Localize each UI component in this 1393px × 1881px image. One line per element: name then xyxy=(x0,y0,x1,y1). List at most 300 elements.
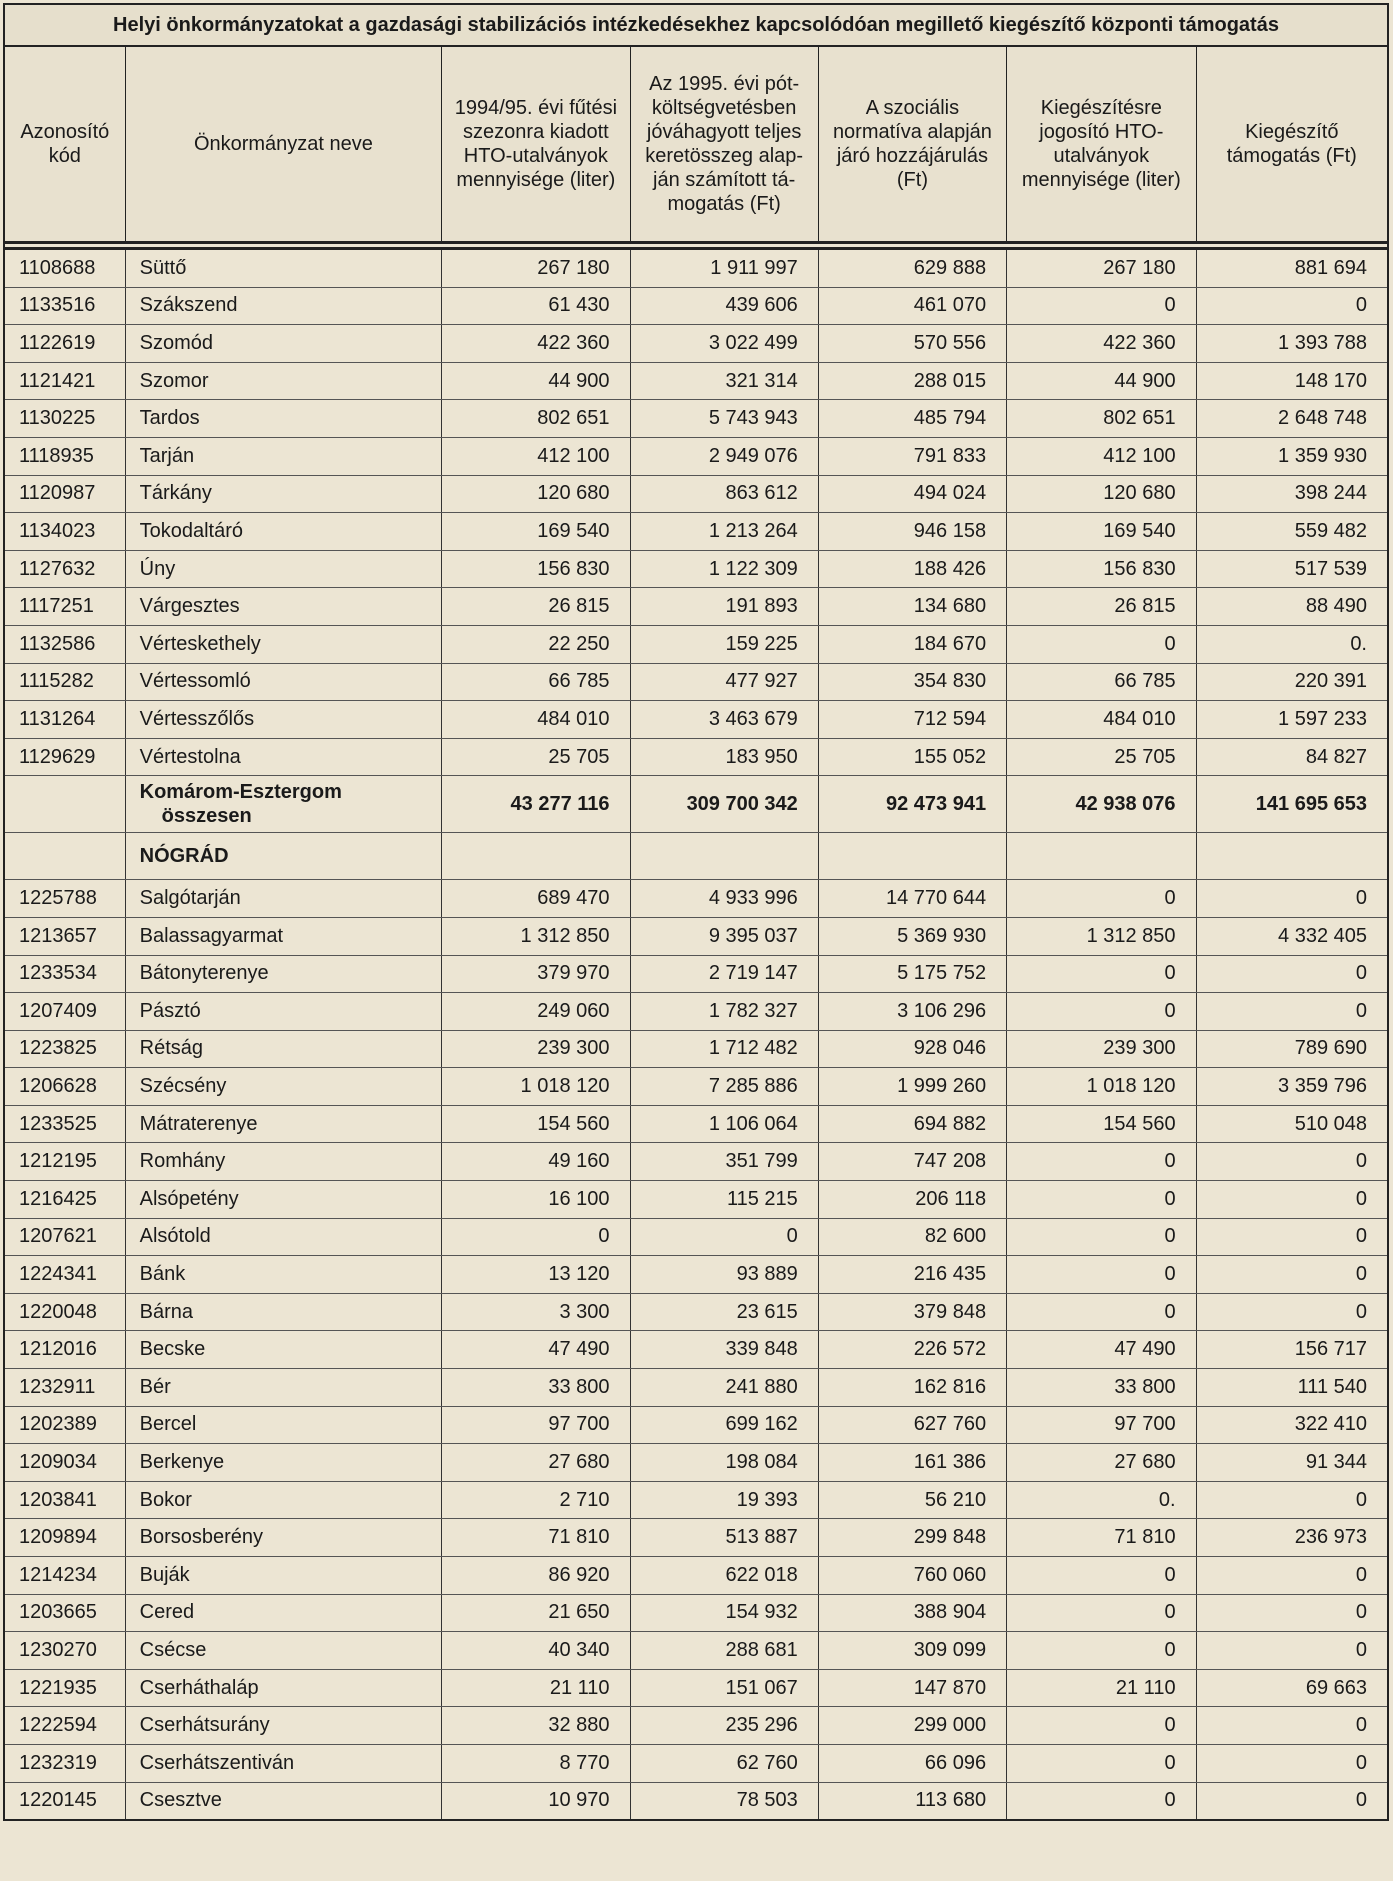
eligible-hto-cell: 0. xyxy=(1007,1481,1196,1519)
county-empty-cell xyxy=(818,833,1006,880)
code-cell: 1220145 xyxy=(4,1782,125,1820)
data-table xyxy=(3,247,1389,1821)
social-contribution-cell: 485 794 xyxy=(818,400,1006,438)
budget-support-cell: 62 760 xyxy=(630,1744,818,1782)
name-cell: Berkenye xyxy=(125,1444,442,1482)
social-contribution-cell: 570 556 xyxy=(818,325,1006,363)
name-cell: Rétság xyxy=(125,1030,442,1068)
table-total-section xyxy=(4,776,1388,880)
social-contribution-cell: 82 600 xyxy=(818,1218,1006,1256)
hto-issued-cell: 26 815 xyxy=(442,588,630,626)
name-cell: Vértestolna xyxy=(125,738,442,776)
eligible-hto-cell: 154 560 xyxy=(1007,1105,1196,1143)
budget-support-cell: 321 314 xyxy=(630,362,818,400)
table-row xyxy=(4,1218,1388,1256)
supplementary-support-cell: 0 xyxy=(1196,1707,1388,1745)
table-row xyxy=(4,1143,1388,1181)
hto-issued-cell: 484 010 xyxy=(442,701,630,739)
supplementary-support-cell: 517 539 xyxy=(1196,550,1388,588)
social-contribution-cell: 134 680 xyxy=(818,588,1006,626)
supplementary-support-cell: 0. xyxy=(1196,625,1388,663)
budget-support-cell: 1 213 264 xyxy=(630,513,818,551)
code-cell: 1216425 xyxy=(4,1181,125,1219)
table-title: Helyi önkormányzatokat a gazdasági stabilizációs intézkedésekhez kapcsolódóan megillető kiegészítő központi támogatás xyxy=(3,3,1389,46)
code-cell: 1132586 xyxy=(4,625,125,663)
total-cell: 92 473 941 xyxy=(818,776,1006,833)
budget-support-cell: 7 285 886 xyxy=(630,1068,818,1106)
social-contribution-cell: 712 594 xyxy=(818,701,1006,739)
hto-issued-cell: 10 970 xyxy=(442,1782,630,1820)
supplementary-support-cell: 0 xyxy=(1196,993,1388,1031)
column-header-social-contribution: A szociális normatíva alapján járó hozzájárulás (Ft) xyxy=(818,47,1006,243)
table-row xyxy=(4,993,1388,1031)
code-cell: 1222594 xyxy=(4,1707,125,1745)
table-row xyxy=(4,663,1388,701)
table-row xyxy=(4,1068,1388,1106)
eligible-hto-cell: 21 110 xyxy=(1007,1669,1196,1707)
social-contribution-cell: 155 052 xyxy=(818,738,1006,776)
code-cell: 1206628 xyxy=(4,1068,125,1106)
budget-support-cell: 151 067 xyxy=(630,1669,818,1707)
hto-issued-cell: 1 018 120 xyxy=(442,1068,630,1106)
name-cell: Cserhátszentiván xyxy=(125,1744,442,1782)
social-contribution-cell: 627 760 xyxy=(818,1406,1006,1444)
hto-issued-cell: 47 490 xyxy=(442,1331,630,1369)
hto-issued-cell: 32 880 xyxy=(442,1707,630,1745)
code-cell: 1233525 xyxy=(4,1105,125,1143)
budget-support-cell: 1 106 064 xyxy=(630,1105,818,1143)
hto-issued-cell: 802 651 xyxy=(442,400,630,438)
budget-support-cell: 699 162 xyxy=(630,1406,818,1444)
supplementary-support-cell: 0 xyxy=(1196,1293,1388,1331)
supplementary-support-cell: 1 359 930 xyxy=(1196,437,1388,475)
name-cell: Salgótarján xyxy=(125,880,442,918)
hto-issued-cell: 8 770 xyxy=(442,1744,630,1782)
eligible-hto-cell: 71 810 xyxy=(1007,1519,1196,1557)
table-row xyxy=(4,880,1388,918)
social-contribution-cell: 299 000 xyxy=(818,1707,1006,1745)
social-contribution-cell: 760 060 xyxy=(818,1557,1006,1595)
name-cell: Tardos xyxy=(125,400,442,438)
table-rows-komarom xyxy=(4,249,1388,776)
code-cell: 1225788 xyxy=(4,880,125,918)
eligible-hto-cell: 0 xyxy=(1007,880,1196,918)
social-contribution-cell: 206 118 xyxy=(818,1181,1006,1219)
name-cell: Pásztó xyxy=(125,993,442,1031)
eligible-hto-cell: 0 xyxy=(1007,1707,1196,1745)
social-contribution-cell: 946 158 xyxy=(818,513,1006,551)
budget-support-cell: 4 933 996 xyxy=(630,880,818,918)
name-cell: Alsótold xyxy=(125,1218,442,1256)
name-cell: Szomor xyxy=(125,362,442,400)
eligible-hto-cell: 267 180 xyxy=(1007,249,1196,288)
social-contribution-cell: 226 572 xyxy=(818,1331,1006,1369)
table-row xyxy=(4,1481,1388,1519)
hto-issued-cell: 154 560 xyxy=(442,1105,630,1143)
eligible-hto-cell: 169 540 xyxy=(1007,513,1196,551)
social-contribution-cell: 3 106 296 xyxy=(818,993,1006,1031)
table-row xyxy=(4,550,1388,588)
eligible-hto-cell: 484 010 xyxy=(1007,701,1196,739)
supplementary-support-cell: 0 xyxy=(1196,287,1388,325)
name-cell: Buják xyxy=(125,1557,442,1595)
code-cell: 1233534 xyxy=(4,955,125,993)
name-cell: Szomód xyxy=(125,325,442,363)
eligible-hto-cell: 0 xyxy=(1007,1181,1196,1219)
name-cell: Tárkány xyxy=(125,475,442,513)
social-contribution-cell: 5 369 930 xyxy=(818,917,1006,955)
code-cell: 1212016 xyxy=(4,1331,125,1369)
code-cell: 1221935 xyxy=(4,1669,125,1707)
social-contribution-cell: 791 833 xyxy=(818,437,1006,475)
supplementary-support-cell: 2 648 748 xyxy=(1196,400,1388,438)
social-contribution-cell: 354 830 xyxy=(818,663,1006,701)
name-cell: Bánk xyxy=(125,1256,442,1294)
total-cell: 309 700 342 xyxy=(630,776,818,833)
hto-issued-cell: 22 250 xyxy=(442,625,630,663)
social-contribution-cell: 379 848 xyxy=(818,1293,1006,1331)
social-contribution-cell: 309 099 xyxy=(818,1632,1006,1670)
code-cell: 1223825 xyxy=(4,1030,125,1068)
table-row xyxy=(4,1406,1388,1444)
budget-support-cell: 0 xyxy=(630,1218,818,1256)
code-cell: 1203841 xyxy=(4,1481,125,1519)
table-row xyxy=(4,1030,1388,1068)
budget-support-cell: 5 743 943 xyxy=(630,400,818,438)
social-contribution-cell: 14 770 644 xyxy=(818,880,1006,918)
table-row xyxy=(4,1444,1388,1482)
budget-support-cell: 235 296 xyxy=(630,1707,818,1745)
budget-support-cell: 19 393 xyxy=(630,1481,818,1519)
budget-support-cell: 2 949 076 xyxy=(630,437,818,475)
supplementary-support-cell: 0 xyxy=(1196,1632,1388,1670)
eligible-hto-cell: 0 xyxy=(1007,625,1196,663)
hto-issued-cell: 169 540 xyxy=(442,513,630,551)
hto-issued-cell: 61 430 xyxy=(442,287,630,325)
table-row xyxy=(4,1256,1388,1294)
eligible-hto-cell: 412 100 xyxy=(1007,437,1196,475)
supplementary-support-cell: 322 410 xyxy=(1196,1406,1388,1444)
eligible-hto-cell: 1 018 120 xyxy=(1007,1068,1196,1106)
hto-issued-cell: 27 680 xyxy=(442,1444,630,1482)
name-cell: Bárna xyxy=(125,1293,442,1331)
supplementary-support-cell: 148 170 xyxy=(1196,362,1388,400)
table-row xyxy=(4,287,1388,325)
hto-issued-cell: 1 312 850 xyxy=(442,917,630,955)
hto-issued-cell: 86 920 xyxy=(442,1557,630,1595)
budget-support-cell: 477 927 xyxy=(630,663,818,701)
name-cell: Vérteskethely xyxy=(125,625,442,663)
code-cell: 1212195 xyxy=(4,1143,125,1181)
county-empty-cell xyxy=(1196,833,1388,880)
code-cell: 1207409 xyxy=(4,993,125,1031)
table-row xyxy=(4,588,1388,626)
eligible-hto-cell: 0 xyxy=(1007,955,1196,993)
table-header xyxy=(3,46,1389,244)
code-cell: 1129629 xyxy=(4,738,125,776)
supplementary-support-cell: 69 663 xyxy=(1196,1669,1388,1707)
supplementary-support-cell: 236 973 xyxy=(1196,1519,1388,1557)
supplementary-support-cell: 1 597 233 xyxy=(1196,701,1388,739)
eligible-hto-cell: 44 900 xyxy=(1007,362,1196,400)
code-cell: 1203665 xyxy=(4,1594,125,1632)
social-contribution-cell: 928 046 xyxy=(818,1030,1006,1068)
total-cell: 141 695 653 xyxy=(1196,776,1388,833)
supplementary-support-cell: 1 393 788 xyxy=(1196,325,1388,363)
hto-issued-cell: 0 xyxy=(442,1218,630,1256)
supplementary-support-cell: 111 540 xyxy=(1196,1369,1388,1407)
code-cell: 1115282 xyxy=(4,663,125,701)
county-empty-cell xyxy=(1007,833,1196,880)
name-cell: Bátonyterenye xyxy=(125,955,442,993)
hto-issued-cell: 16 100 xyxy=(442,1181,630,1219)
eligible-hto-cell: 26 815 xyxy=(1007,588,1196,626)
county-empty-cell xyxy=(442,833,630,880)
supplementary-support-cell: 510 048 xyxy=(1196,1105,1388,1143)
supplementary-support-cell: 881 694 xyxy=(1196,249,1388,288)
name-cell: Tarján xyxy=(125,437,442,475)
budget-support-cell: 23 615 xyxy=(630,1293,818,1331)
hto-issued-cell: 44 900 xyxy=(442,362,630,400)
budget-support-cell: 3 463 679 xyxy=(630,701,818,739)
hto-issued-cell: 71 810 xyxy=(442,1519,630,1557)
code-cell: 1118935 xyxy=(4,437,125,475)
budget-support-cell: 191 893 xyxy=(630,588,818,626)
social-contribution-cell: 694 882 xyxy=(818,1105,1006,1143)
code-cell: 1127632 xyxy=(4,550,125,588)
column-header-supplementary-support: Kiegészítő támogatás (Ft) xyxy=(1196,47,1388,243)
name-cell: Csesztve xyxy=(125,1782,442,1820)
hto-issued-cell: 21 650 xyxy=(442,1594,630,1632)
supplementary-support-cell: 4 332 405 xyxy=(1196,917,1388,955)
budget-support-cell: 9 395 037 xyxy=(630,917,818,955)
social-contribution-cell: 5 175 752 xyxy=(818,955,1006,993)
budget-support-cell: 339 848 xyxy=(630,1331,818,1369)
hto-issued-cell: 40 340 xyxy=(442,1632,630,1670)
eligible-hto-cell: 0 xyxy=(1007,1632,1196,1670)
social-contribution-cell: 147 870 xyxy=(818,1669,1006,1707)
hto-issued-cell: 249 060 xyxy=(442,993,630,1031)
code-cell: 1117251 xyxy=(4,588,125,626)
table-row xyxy=(4,437,1388,475)
table-row xyxy=(4,738,1388,776)
budget-support-cell: 183 950 xyxy=(630,738,818,776)
code-cell: 1209894 xyxy=(4,1519,125,1557)
county-code-cell xyxy=(4,833,125,880)
social-contribution-cell: 629 888 xyxy=(818,249,1006,288)
table-row xyxy=(4,1782,1388,1820)
eligible-hto-cell: 25 705 xyxy=(1007,738,1196,776)
supplementary-support-cell: 3 359 796 xyxy=(1196,1068,1388,1106)
document-page xyxy=(3,3,1389,1821)
column-header-budget-support: Az 1995. évi pót-költségvetésben jóváhagyott teljes keretösszeg alap-ján számított tá-mogatás (Ft) xyxy=(630,47,818,243)
total-name-cell xyxy=(125,776,442,833)
eligible-hto-cell: 422 360 xyxy=(1007,325,1196,363)
supplementary-support-cell: 789 690 xyxy=(1196,1030,1388,1068)
supplementary-support-cell: 559 482 xyxy=(1196,513,1388,551)
social-contribution-cell: 188 426 xyxy=(818,550,1006,588)
budget-support-cell: 3 022 499 xyxy=(630,325,818,363)
social-contribution-cell: 299 848 xyxy=(818,1519,1006,1557)
social-contribution-cell: 184 670 xyxy=(818,625,1006,663)
code-cell: 1230270 xyxy=(4,1632,125,1670)
hto-issued-cell: 25 705 xyxy=(442,738,630,776)
code-cell: 1232911 xyxy=(4,1369,125,1407)
eligible-hto-cell: 1 312 850 xyxy=(1007,917,1196,955)
table-row xyxy=(4,1744,1388,1782)
supplementary-support-cell: 84 827 xyxy=(1196,738,1388,776)
hto-issued-cell: 66 785 xyxy=(442,663,630,701)
code-cell: 1220048 xyxy=(4,1293,125,1331)
hto-issued-cell: 412 100 xyxy=(442,437,630,475)
budget-support-cell: 513 887 xyxy=(630,1519,818,1557)
table-row xyxy=(4,325,1388,363)
social-contribution-cell: 216 435 xyxy=(818,1256,1006,1294)
eligible-hto-cell: 0 xyxy=(1007,1293,1196,1331)
supplementary-support-cell: 91 344 xyxy=(1196,1444,1388,1482)
total-row xyxy=(4,776,1388,833)
name-cell: Romhány xyxy=(125,1143,442,1181)
name-cell: Alsópetény xyxy=(125,1181,442,1219)
eligible-hto-cell: 239 300 xyxy=(1007,1030,1196,1068)
table-row xyxy=(4,1669,1388,1707)
column-header-code: Azonosító kód xyxy=(4,47,125,243)
table-row xyxy=(4,955,1388,993)
hto-issued-cell: 13 120 xyxy=(442,1256,630,1294)
table-row xyxy=(4,1557,1388,1595)
table-row xyxy=(4,1181,1388,1219)
hto-issued-cell: 120 680 xyxy=(442,475,630,513)
code-cell: 1213657 xyxy=(4,917,125,955)
column-header-name: Önkormányzat neve xyxy=(125,47,442,243)
social-contribution-cell: 66 096 xyxy=(818,1744,1006,1782)
total-label-county: Komárom-Esztergom xyxy=(139,781,342,804)
name-cell: Vértessomló xyxy=(125,663,442,701)
social-contribution-cell: 113 680 xyxy=(818,1782,1006,1820)
hto-issued-cell: 239 300 xyxy=(442,1030,630,1068)
table-row xyxy=(4,1105,1388,1143)
hto-issued-cell: 49 160 xyxy=(442,1143,630,1181)
name-cell: Bercel xyxy=(125,1406,442,1444)
eligible-hto-cell: 0 xyxy=(1007,1744,1196,1782)
code-cell: 1133516 xyxy=(4,287,125,325)
budget-support-cell: 159 225 xyxy=(630,625,818,663)
hto-issued-cell: 3 300 xyxy=(442,1293,630,1331)
hto-issued-cell: 2 710 xyxy=(442,1481,630,1519)
supplementary-support-cell: 0 xyxy=(1196,955,1388,993)
name-cell: Borsosberény xyxy=(125,1519,442,1557)
supplementary-support-cell: 0 xyxy=(1196,1256,1388,1294)
column-header-hto-issued: 1994/95. évi fűtési szezonra kiadott HTO-utalványok mennyisége (liter) xyxy=(442,47,630,243)
name-cell: Vértesszőlős xyxy=(125,701,442,739)
name-cell: Süttő xyxy=(125,249,442,288)
social-contribution-cell: 494 024 xyxy=(818,475,1006,513)
supplementary-support-cell: 0 xyxy=(1196,1744,1388,1782)
name-cell: Szécsény xyxy=(125,1068,442,1106)
eligible-hto-cell: 0 xyxy=(1007,1782,1196,1820)
table-row xyxy=(4,1594,1388,1632)
eligible-hto-cell: 156 830 xyxy=(1007,550,1196,588)
budget-support-cell: 863 612 xyxy=(630,475,818,513)
eligible-hto-cell: 33 800 xyxy=(1007,1369,1196,1407)
supplementary-support-cell: 0 xyxy=(1196,1557,1388,1595)
column-header-eligible-hto: Kiegészítésre jogosító HTO-utalványok mennyisége (liter) xyxy=(1007,47,1196,243)
hto-issued-cell: 267 180 xyxy=(442,249,630,288)
hto-issued-cell: 422 360 xyxy=(442,325,630,363)
eligible-hto-cell: 0 xyxy=(1007,1557,1196,1595)
eligible-hto-cell: 47 490 xyxy=(1007,1331,1196,1369)
eligible-hto-cell: 0 xyxy=(1007,1218,1196,1256)
social-contribution-cell: 1 999 260 xyxy=(818,1068,1006,1106)
social-contribution-cell: 288 015 xyxy=(818,362,1006,400)
social-contribution-cell: 162 816 xyxy=(818,1369,1006,1407)
social-contribution-cell: 161 386 xyxy=(818,1444,1006,1482)
supplementary-support-cell: 0 xyxy=(1196,1782,1388,1820)
budget-support-cell: 622 018 xyxy=(630,1557,818,1595)
table-rows-nograd xyxy=(4,880,1388,1820)
code-cell: 1122619 xyxy=(4,325,125,363)
name-cell: Bér xyxy=(125,1369,442,1407)
supplementary-support-cell: 88 490 xyxy=(1196,588,1388,626)
supplementary-support-cell: 0 xyxy=(1196,1481,1388,1519)
eligible-hto-cell: 0 xyxy=(1007,1594,1196,1632)
table-row xyxy=(4,1331,1388,1369)
supplementary-support-cell: 0 xyxy=(1196,880,1388,918)
name-cell: Becske xyxy=(125,1331,442,1369)
table-row xyxy=(4,1632,1388,1670)
supplementary-support-cell: 0 xyxy=(1196,1143,1388,1181)
budget-support-cell: 1 712 482 xyxy=(630,1030,818,1068)
budget-support-cell: 93 889 xyxy=(630,1256,818,1294)
budget-support-cell: 1 782 327 xyxy=(630,993,818,1031)
supplementary-support-cell: 0 xyxy=(1196,1181,1388,1219)
eligible-hto-cell: 66 785 xyxy=(1007,663,1196,701)
supplementary-support-cell: 0 xyxy=(1196,1594,1388,1632)
table-row xyxy=(4,1519,1388,1557)
name-cell: Cserháthaláp xyxy=(125,1669,442,1707)
budget-support-cell: 1 122 309 xyxy=(630,550,818,588)
eligible-hto-cell: 27 680 xyxy=(1007,1444,1196,1482)
table-row xyxy=(4,249,1388,288)
name-cell: Várgesztes xyxy=(125,588,442,626)
budget-support-cell: 2 719 147 xyxy=(630,955,818,993)
county-empty-cell xyxy=(630,833,818,880)
hto-issued-cell: 379 970 xyxy=(442,955,630,993)
eligible-hto-cell: 802 651 xyxy=(1007,400,1196,438)
social-contribution-cell: 56 210 xyxy=(818,1481,1006,1519)
code-cell: 1209034 xyxy=(4,1444,125,1482)
social-contribution-cell: 747 208 xyxy=(818,1143,1006,1181)
name-cell: Balassagyarmat xyxy=(125,917,442,955)
code-cell: 1130225 xyxy=(4,400,125,438)
code-cell: 1121421 xyxy=(4,362,125,400)
name-cell: Csécse xyxy=(125,1632,442,1670)
table-row xyxy=(4,1707,1388,1745)
eligible-hto-cell: 0 xyxy=(1007,287,1196,325)
social-contribution-cell: 461 070 xyxy=(818,287,1006,325)
budget-support-cell: 288 681 xyxy=(630,1632,818,1670)
hto-issued-cell: 33 800 xyxy=(442,1369,630,1407)
budget-support-cell: 115 215 xyxy=(630,1181,818,1219)
table-row xyxy=(4,917,1388,955)
county-heading-row xyxy=(4,833,1388,880)
county-heading: NÓGRÁD xyxy=(125,833,442,880)
name-cell: Úny xyxy=(125,550,442,588)
hto-issued-cell: 689 470 xyxy=(442,880,630,918)
table-row xyxy=(4,362,1388,400)
table-row xyxy=(4,513,1388,551)
supplementary-support-cell: 156 717 xyxy=(1196,1331,1388,1369)
